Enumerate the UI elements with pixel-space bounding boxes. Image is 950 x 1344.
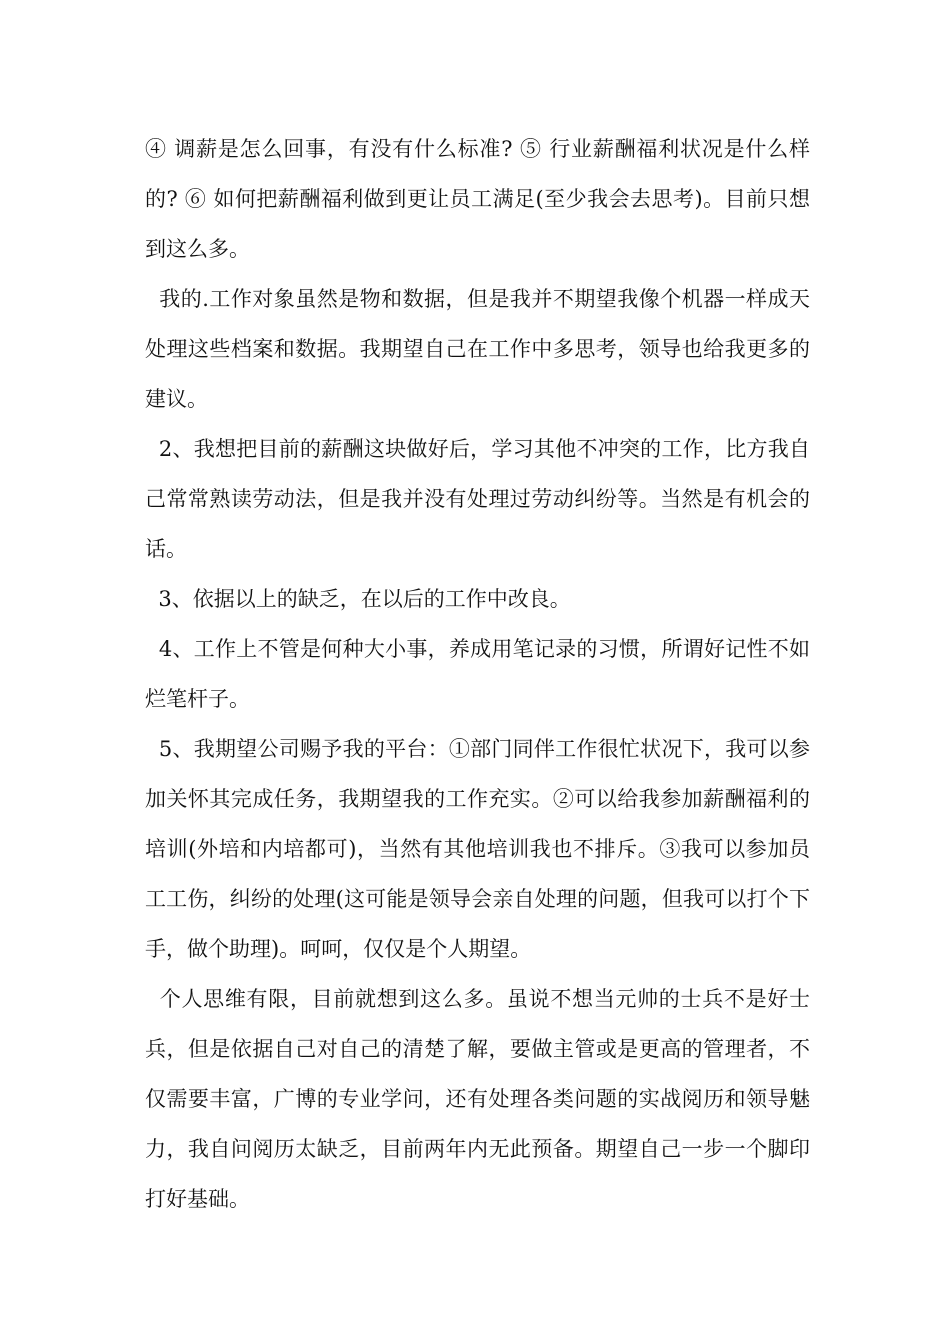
document-body: [145, 124, 810, 1224]
paragraph-item-5: 5、我期望公司赐予我的平台：①部门同伴工作很忙状况下，我可以参加关怀其完成任务，我期望我的工作充实。②可以给我参加薪酬福利的培训(外培和内培都可)，当然有其他培训我也不排斥。③我可以参加员工工伤，纠纷的处理(这可能是领导会亲自处理的问题，但我可以打个下手，做个助理)。呵呵，仅仅是个人期望。: [145, 737, 810, 961]
paragraph-item-3: 3、依据以上的缺乏，在以后的工作中改良。: [145, 587, 571, 611]
paragraph-conclusion: 个人思维有限，目前就想到这么多。虽说不想当元帅的士兵不是好士兵，但是依据自己对自己的清楚了解，要做主管或是更高的管理者，不仅需要丰富，广博的专业学问，还有处理各类问题的实战阅历和领导魅力，我自问阅历太缺乏，目前两年内无此预备。期望自己一步一个脚印打好基础。: [145, 987, 810, 1211]
paragraph-work-object: 我的.工作对象虽然是物和数据，但是我并不期望我像个机器一样成天处理这些档案和数据。我期望自己在工作中多思考，领导也给我更多的建议。: [145, 287, 810, 411]
paragraph-item-2: 2、我想把目前的薪酬这块做好后，学习其他不冲突的工作，比方我自己常常熟读劳动法，但是我并没有处理过劳动纠纷等。当然是有机会的话。: [145, 437, 810, 561]
paragraph-salary-questions: ④ 调薪是怎么回事，有没有什么标准? ⑤ 行业薪酬福利状况是什么样的? ⑥ 如何把薪酬福利做到更让员工满足(至少我会去思考)。目前只想到这么多。: [145, 137, 810, 261]
paragraph-item-4: 4、工作上不管是何种大小事，养成用笔记录的习惯，所谓好记性不如烂笔杆子。: [145, 637, 810, 711]
